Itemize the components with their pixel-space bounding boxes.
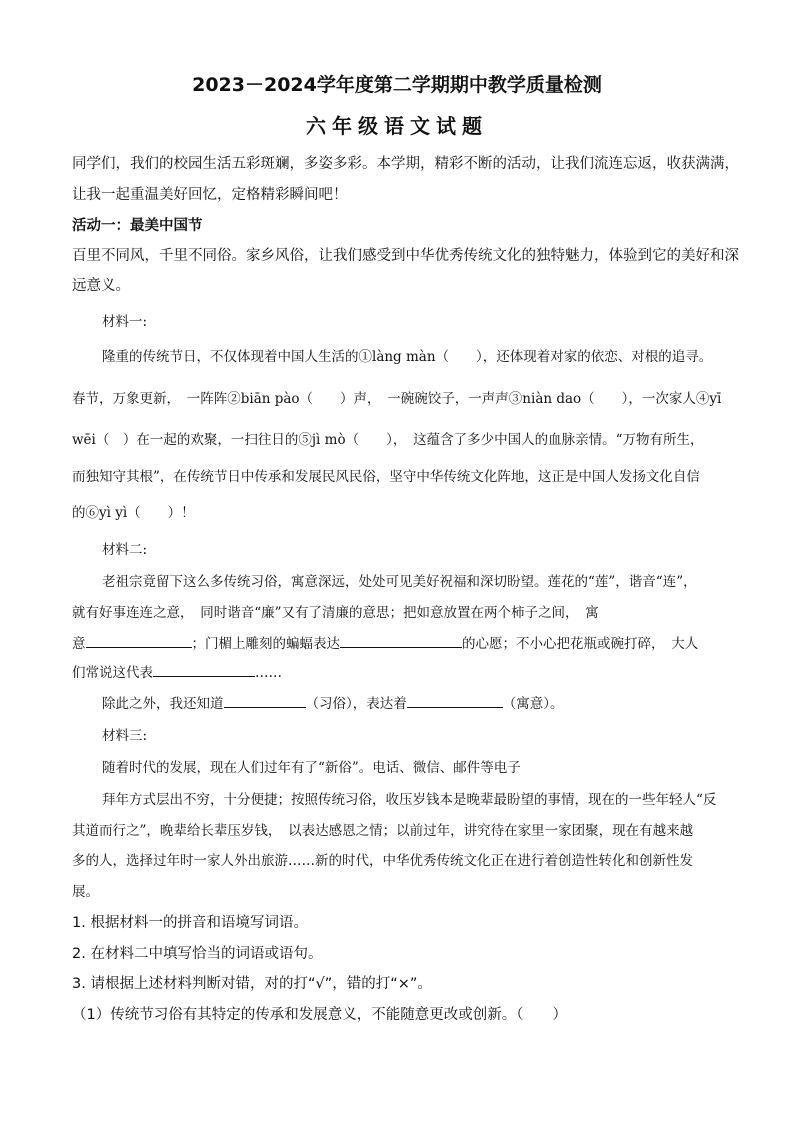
intro-line: 同学们，我们的校园生活五彩斑斓，多姿多彩。本学期，精彩不断的活动，让我们流连忘返，收获满满， [72,156,739,172]
intro-line: 让我一起重温美好回忆，定格精彩瞬间吧！ [72,187,348,203]
text-fragment: …… [255,665,282,681]
material-text: 老祖宗竟留下这么多传统习俗，寓意深远，处处可见美好祝福和深切盼望。莲花的“莲”，谐音“连”， [102,574,697,590]
answer-blank[interactable] [224,693,306,708]
material-text: 春节，万象更新， 一阵阵②biān pào（ ）声， 一碗碗饺子，一声声③niàn dao（ ），一次家人④yī [72,391,722,407]
answer-blank[interactable] [340,633,462,648]
text-fragment: ；门楣上雕刻的蝙蝠表达 [191,636,340,652]
text-fragment: 们常说这代表 [72,665,153,681]
text-fragment: 意 [72,636,86,652]
material-label: 材料一: [102,314,148,330]
material-text: 展。 [72,884,99,900]
material-text: 的⑥yì yì（ ）！ [72,505,195,521]
exam-subtitle: 六年级语文试题 [306,114,488,138]
material-text: 隆重的传统节日，不仅体现着中国人生活的①làng màn（ ），还体现着对家的依恋、对根的追寻。 [102,349,713,365]
material-text: wēi（ ）在一起的欢聚，一扫往日的⑤jì mò（ ）， 这蕴含了多少中国人的血脉亲情。“万物有所生， [72,432,704,448]
activity-description: 远意义。 [72,278,130,294]
activity-heading: 活动一：最美中国节 [72,218,203,234]
answer-blank[interactable] [153,662,255,677]
text-fragment: 除此之外，我还知道 [102,696,224,712]
question: 2. 在材料二中填写恰当的词语或语句。 [72,946,323,962]
material-text: 就有好事连连之意， 同时谐音“廉”又有了清廉的意思；把如意放置在两个柿子之间， 寓 [72,605,599,621]
question: 1. 根据材料一的拼音和语境写词语。 [72,915,308,931]
question: 3. 请根据上述材料判断对错，对的打“√”，错的打“×”。 [72,976,432,992]
text-fragment: 的心愿；不小心把花瓶或碗打碎， 大人 [462,636,699,652]
answer-blank[interactable] [407,693,503,708]
answer-blank[interactable] [86,633,192,648]
text-fragment: （习俗），表达着 [305,696,407,712]
material-text: 多的人，选择过年时一家人外出旅游……新的时代，中华优秀传统文化正在进行着创造性转化和创新性发 [72,853,693,869]
material-label: 材料三: [102,728,148,744]
material-text: 拜年方式层出不穷，十分便捷；按照传统习俗，收压岁钱本是晚辈最盼望的事情，现在的一些年轻人“反 [102,792,717,808]
material-text: 而独知守其根”，在传统节日中传承和发展民风民俗，坚守中华传统文化阵地，这正是中国人发扬文化自信 [72,469,700,485]
material-text [72,661,282,681]
text-fragment: （寓意）。 [502,696,564,712]
material-text [72,632,698,652]
activity-description: 百里不同风，千里不同俗。家乡风俗，让我们感受到中华优秀传统文化的独特魅力，体验到它的美好和深 [72,248,739,264]
material-label: 材料二: [102,542,148,558]
question: （1）传统节习俗有其特定的传承和发展意义，不能随意更改或创新。（ ） [72,1007,567,1023]
material-text: 随着时代的发展，现在人们过年有了“新俗”。电话、微信、邮件等电子 [102,760,521,776]
material-text: 其道而行之”，晚辈给长辈压岁钱， 以表达感恩之情；以前过年，讲究待在家里一家团聚，现在有越来越 [72,823,694,839]
exam-title: 2023－2024学年度第二学期期中教学质量检测 [192,74,602,96]
material-text [102,692,564,712]
